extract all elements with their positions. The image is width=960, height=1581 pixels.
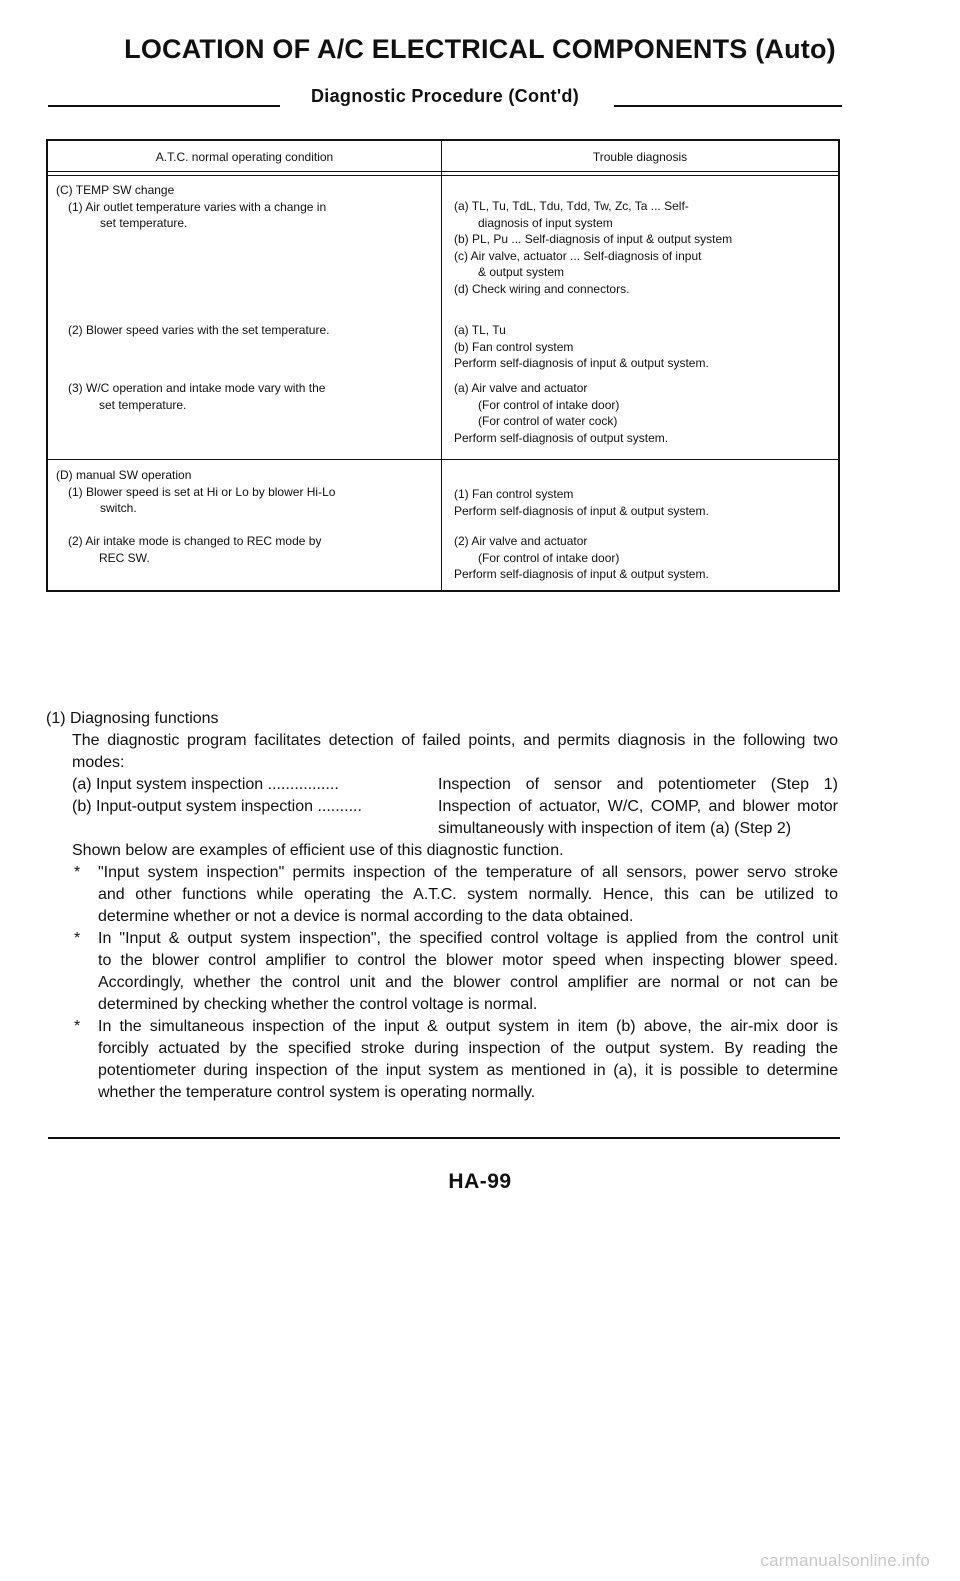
page-title: LOCATION OF A/C ELECTRICAL COMPONENTS (Auto) <box>124 34 836 64</box>
section-c-diagnosis-3 <box>454 380 668 446</box>
section-d-item2 <box>68 533 321 566</box>
diag-line: (a) TL, Tu <box>454 323 506 337</box>
table-header-divider-double <box>48 175 838 176</box>
section-c-item1: (1) Air outlet temperature varies with a change in <box>68 199 327 214</box>
bullet-line: "Input system inspection" permits inspection of the temperature of all sensors, power servo stroke <box>98 864 838 881</box>
bullet-1 <box>48 862 838 928</box>
section-c-item3-line1: (3) W/C operation and intake mode vary with the <box>68 381 326 395</box>
section-c-conditions <box>56 182 326 232</box>
diag-line: diagnosis of input system <box>478 215 613 230</box>
diagnosing-functions-section <box>48 708 838 1104</box>
section-d-item1: (1) Blower speed is set at Hi or Lo by blower Hi-Lo <box>68 484 336 499</box>
bullet-line: and other functions while operating the A.T.C. system normally. Hence, this can be utilized to <box>98 886 838 903</box>
section-heading: (1) Diagnosing functions <box>46 710 219 727</box>
diag-line: (c) Air valve, actuator ... Self-diagnosis of input <box>454 248 702 263</box>
bullet-line: whether the temperature control system is operating normally. <box>98 1084 536 1101</box>
table-header-divider <box>48 171 838 172</box>
bullet-line: forcibly actuated by the specified stroke during inspection of the output system. By reading the <box>98 1040 838 1057</box>
column-header-condition: A.T.C. normal operating condition <box>155 150 334 164</box>
section-subtitle: Diagnostic Procedure (Cont'd) <box>311 86 579 106</box>
paragraph-line: Shown below are examples of efficient use of this diagnostic function. <box>72 842 564 859</box>
bullet-line: Accordingly, whether the control unit and the blower control amplifier are normal or not can be <box>98 974 838 991</box>
mode-a-row <box>48 774 838 796</box>
diag-line: (For control of intake door) <box>478 550 620 565</box>
diagnosis-table <box>46 139 840 592</box>
section-d-diagnosis-2 <box>454 533 709 583</box>
diag-line: (b) PL, Pu ... Self-diagnosis of input & output system <box>454 232 733 246</box>
section-d-conditions <box>56 467 335 517</box>
diag-line: (d) Check wiring and connectors. <box>454 281 630 296</box>
section-c-item3 <box>68 380 325 413</box>
table-section-divider <box>48 459 838 460</box>
bullet-line: determined by checking whether the control voltage is normal. <box>98 996 538 1013</box>
mode-a-label: (a) Input system inspection ................ <box>72 776 339 793</box>
section-c-item2: (2) Blower speed varies with the set temperature. <box>68 323 330 337</box>
section-c-heading: (C) TEMP SW change <box>56 183 175 197</box>
section-d-heading: (D) manual SW operation <box>56 468 192 482</box>
section-d-item1-cont: switch. <box>100 501 137 515</box>
column-header-diagnosis: Trouble diagnosis <box>592 150 688 164</box>
section-c-diagnosis-1 <box>454 198 732 297</box>
mode-b-label: (b) Input-output system inspection .......... <box>72 798 362 815</box>
section-c-item3-line2: set temperature. <box>99 397 187 412</box>
footer-rule <box>48 1137 840 1139</box>
asterisk-bullet: * <box>74 1018 81 1035</box>
mode-b-row <box>48 796 838 818</box>
diag-line: (b) Fan control system <box>454 339 574 354</box>
section-c-diagnosis-2 <box>454 322 709 372</box>
diag-line: & output system <box>478 265 565 279</box>
mode-b-cont-row <box>48 818 838 840</box>
asterisk-bullet: * <box>74 930 81 947</box>
diag-line: (1) Fan control system <box>454 487 574 501</box>
diag-line: (a) Air valve and actuator <box>454 381 588 395</box>
paragraph-line: modes: <box>72 754 125 771</box>
section-subtitle-row <box>48 86 842 116</box>
diag-line: (For control of water cock) <box>478 414 618 428</box>
bullet-line: potentiometer during inspection of the input system as mentioned in (a), it is possible to determine <box>98 1062 838 1079</box>
diag-line: Perform self-diagnosis of input & output system. <box>454 356 709 370</box>
section-d-item2-line1: (2) Air intake mode is changed to REC mode by <box>68 534 322 548</box>
bullet-line: In "Input & output system inspection", the specified control voltage is applied from the control unit <box>98 930 838 947</box>
diag-line: (a) TL, Tu, TdL, Tdu, Tdd, Tw, Zc, Ta ... Self- <box>454 199 689 213</box>
section-d-diagnosis-1 <box>454 486 709 519</box>
diag-line: Perform self-diagnosis of input & output system. <box>454 503 709 518</box>
diag-line: (For control of intake door) <box>478 397 620 412</box>
mode-a-description: Inspection of sensor and potentiometer (Step 1) <box>438 776 838 793</box>
table-column-divider <box>441 141 442 590</box>
bullet-line: In the simultaneous inspection of the input & output system in item (b) above, the air-mix door is <box>98 1018 838 1035</box>
bullet-2 <box>48 928 838 1016</box>
page-number: HA-99 <box>448 1170 512 1193</box>
diag-line: (2) Air valve and actuator <box>454 534 588 548</box>
mode-b-description: Inspection of actuator, W/C, COMP, and blower motor <box>438 798 838 815</box>
subtitle-rule-right <box>614 105 842 107</box>
paragraph-line: The diagnostic program facilitates detection of failed points, and permits diagnosis in the following two <box>72 732 838 749</box>
watermark-text: carmanualsonline.info <box>760 1551 930 1570</box>
bullet-line: determine whether or not a device is normal according to the data obtained. <box>98 908 634 925</box>
mode-b-description-cont: simultaneously with inspection of item (a) (Step 2) <box>438 820 792 837</box>
section-d-item2-line2: REC SW. <box>99 550 150 565</box>
diag-line: Perform self-diagnosis of input & output system. <box>454 567 709 581</box>
bullet-line: to the blower control amplifier to control the blower motor speed when inspecting blower speed. <box>98 952 838 969</box>
diag-line: Perform self-diagnosis of output system. <box>454 430 669 445</box>
asterisk-bullet: * <box>74 864 81 881</box>
bullet-3 <box>48 1016 838 1104</box>
section-c-item1-cont: set temperature. <box>100 216 188 230</box>
